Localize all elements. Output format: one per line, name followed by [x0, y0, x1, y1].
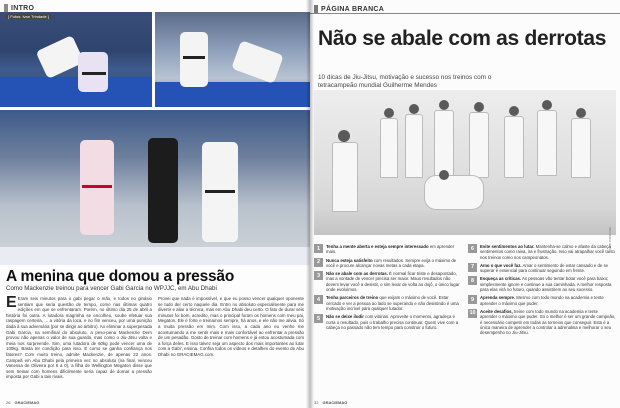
tip-text [326, 314, 462, 330]
tip-lead: Aceite desafios, [480, 308, 513, 314]
brand-name: GRACIEMAG [14, 400, 40, 405]
tip-lead: Evite sentimentos ao lutar. [480, 244, 535, 249]
tip-item [314, 258, 462, 269]
mat [155, 82, 310, 107]
tip-item [314, 244, 462, 255]
kid-head [409, 104, 419, 114]
floor [314, 210, 616, 235]
photo-credit: [ Fotos: Ivan Trindade ] [8, 14, 49, 19]
kid [571, 118, 591, 178]
fighter [231, 40, 284, 84]
divider [310, 13, 620, 14]
tip-text [326, 258, 462, 269]
tip-text [480, 295, 616, 306]
kid-head [384, 108, 394, 118]
tip-number: 5 [314, 314, 323, 323]
kid [537, 110, 557, 176]
tips-column [314, 244, 462, 338]
tip-item [314, 295, 462, 311]
tip-lead: Tenha a mente aberta e esteja sempre interessado [326, 244, 429, 249]
instructor [332, 142, 358, 212]
headline: A menina que domou a pressão [6, 268, 235, 285]
belt [82, 185, 112, 188]
tip-body: com resultados. Sempre exija o máximo de você e procure alcançar novas metas a cada etapa. [326, 257, 457, 268]
kid [469, 112, 489, 178]
tip-number: 7 [468, 263, 477, 272]
section-label: PÁGINA BRANCA [321, 5, 385, 13]
column-text: Provei que nada é impossível, e que eu posso vencer qualquer oponente se tudo der certo naquele dia. Entro no absoluto especialmente para me divertir e aliar a técnica, mas em Abu Dhabi deu certo. O fato de durar seis minutos foi bom, acredito, mas o principal foram os homens com meu pai, Megaton. Ele é forte e treinamos sempre, há anos, e ele não me alivia. Só a muita pressão em mim. Com isso, a cada ano eu venho me acostumando a me sentir mais e mais confortável ao enfrentar a pressão de um pesadão. Gosto de treinar com homens e já estou acostumada com a força deles. E isso talvez seja um aspecto dos mais importantes ao lutar com a Gabi', ensina. Confira todos os vídeos e detalhes do evento de Abu Dhabi no GRACIEMAG.com. [158, 296, 304, 357]
right-page [310, 0, 620, 408]
tip-lead: Não se abale com as derrotas. [326, 271, 388, 277]
belt [205, 190, 235, 193]
photo-credit: IVAN TRINDADE [608, 227, 612, 250]
mat [0, 247, 310, 265]
article-body [6, 296, 304, 394]
section-label: INTRO [11, 4, 35, 12]
kid-head [576, 108, 586, 118]
page-gutter [306, 0, 314, 408]
tip-lead: Amo o que você faz. [480, 262, 522, 268]
drop-cap: E [6, 294, 17, 311]
page-number: 26 [6, 400, 11, 405]
kid-head [439, 170, 449, 180]
tip-item [314, 271, 462, 292]
tip-number: 6 [468, 244, 477, 253]
tip-number: 9 [468, 295, 477, 304]
tip-lead: Nunca esteja satisfeito [326, 257, 373, 263]
tip-text [480, 309, 616, 335]
tip-lead: Esqueça as críticas. [480, 276, 522, 282]
kid-head [542, 100, 552, 110]
article-column [6, 296, 152, 394]
mat [0, 77, 152, 107]
tip-body: As pessoas vão tentar botar você para baixo; simplesmente ignore e continue a sua caminhada. A melhor resposta para elas virá no futuro, quando assistirem ao seu sucesso. [480, 276, 612, 293]
tip-lead: Tenha parceiros de treino [326, 295, 379, 301]
tip-body: Mesmo com todo mundo na academia e tente aprender o máximo que puder. [480, 295, 604, 306]
tip-body: que exijam o máximo de você. Estar cercado e ver a pessoa ao lado se superando e não desistindo é uma motivação incrível para qualquer lutador. [326, 295, 459, 311]
tip-text [326, 244, 462, 255]
kid [434, 110, 454, 176]
kid-head [474, 102, 484, 112]
tip-item [468, 276, 616, 292]
tip-body: É normal ficar triste e desapontado, mas a vontade de vencer precisa ser maior. Maus resultados não devem levar você a desistir, e sim levar de volta ao dojô, o único lugar onde evoluímos. [326, 271, 460, 293]
page-footer [314, 400, 347, 405]
tip-text [480, 263, 616, 274]
tip-number: 8 [468, 276, 477, 285]
belt [82, 72, 106, 75]
kid-head [439, 100, 449, 110]
tip-text [326, 295, 462, 311]
section-header [0, 4, 34, 12]
section-header [314, 5, 384, 13]
section-marker [314, 5, 318, 13]
tip-body: treine com todo mundo na academia e tente aprender o máximo que puder. Só o melhor é ser um grande campeão, é necessário competir em todas as torneios que conseguir. Esta é a única maneira de aprender a controlar a adrenalina e melhorar o seu desempenho no Jiu-Jitsu. [480, 308, 616, 336]
tip-number: 2 [314, 258, 323, 267]
article-title: Não se abale com as derrotas [318, 27, 607, 50]
section-marker [4, 4, 8, 12]
kids-grappling [424, 175, 484, 210]
tip-text [480, 276, 616, 292]
tip-body: Amar o sentimento de estar cansado e de se superar é essencial para continuar seguindo em frente. [480, 262, 609, 274]
tip-body: em aprender mais. [326, 244, 455, 255]
tip-lead: Não se deixe iludir [326, 314, 364, 320]
photo-victory [0, 110, 310, 265]
tip-text [480, 244, 616, 260]
tip-item [468, 309, 616, 335]
instructor-head [338, 130, 350, 142]
page-number: 32 [314, 400, 319, 405]
kid [405, 114, 423, 178]
brand-name: GRACIEMAG [322, 400, 348, 405]
kid-head [509, 106, 519, 116]
article-column [158, 296, 304, 394]
referee [148, 138, 178, 243]
tips-column [468, 244, 616, 338]
tip-item [468, 263, 616, 274]
tip-number: 10 [469, 310, 476, 317]
kid [380, 118, 398, 178]
tip-item [468, 295, 616, 306]
tip-number: 3 [314, 271, 323, 280]
tip-item [468, 244, 616, 260]
tip-text [326, 271, 462, 292]
tip-number: 1 [314, 244, 323, 253]
kid [504, 116, 524, 178]
tip-lead: Aprenda sempre. [480, 295, 516, 301]
page-footer [6, 400, 39, 405]
column-text: Eram seis minutos para o gabi pegar o mão, e todos no ginásio sentiam que seria questão de tempo, como nas últimas quatro edições em que se enfrentaram. Porém, no último dia 25 de abril a história foi outra. A lutadora magrinha se encolheu, soube efetuar sua raspagem certeira, ... a vitória da loca, e no fim venceu, por uma punição dada à sua adversária (por se dirigir ao árbitro). Ao eliminar a superpesada Gabi Garcia, na semifinal do absoluto, a peso-pena Mackenzie Dern provou não apenas o valor de sua guarda, mas como o Jiu-Jitsu volta e meia nos surpreende. Sim, uma lutadora de 60kg pode vencer uma de 100kg. Basta ter condição para isso. E como se ganha confiança nos fatores? Com muito treino, admite Mackenzie, de apenas 22 anos. Campeã em Abu Dhabi pela primeira vez no absoluto (na final, venceu Vanessa de Oliveira por 6 a 0), a filha de Wellington Megaton disse que sem treinar com homens dificilmente seria capaz de domar a pressão imposta por Gabi a tais rivais. [6, 296, 152, 380]
tip-item [314, 314, 462, 330]
subheadline: Como Mackenzie treinou para vencer Gabi Garcia no WPJJC, em Abu Dhabi [6, 285, 217, 292]
tip-body: Mantenha-se calmo e afaste da cabeça sentimentos como raiva, ira e frustração. Isso vai atrapalhar você tanto nos treinos como nos campeonatos. [480, 244, 615, 260]
tips-list [314, 244, 616, 338]
photo-match-ground [0, 12, 152, 107]
tip-number: 4 [314, 295, 323, 304]
tip-body: com vitórias. Aproveite o momento, agradeça e curta o resultado, pois o trabalho precisa continuar. Quem vive com a cabeça no passado não tem tempo para construir o futuro. [326, 314, 459, 330]
photo-match-standing [155, 12, 310, 107]
article-subtitle: 10 dicas de Jiu-Jitsu, motivação e sucesso nos treinos com o tetracampeão mundial Guilherme Mendes [318, 74, 492, 89]
fighter [180, 32, 208, 87]
belt [183, 56, 205, 59]
